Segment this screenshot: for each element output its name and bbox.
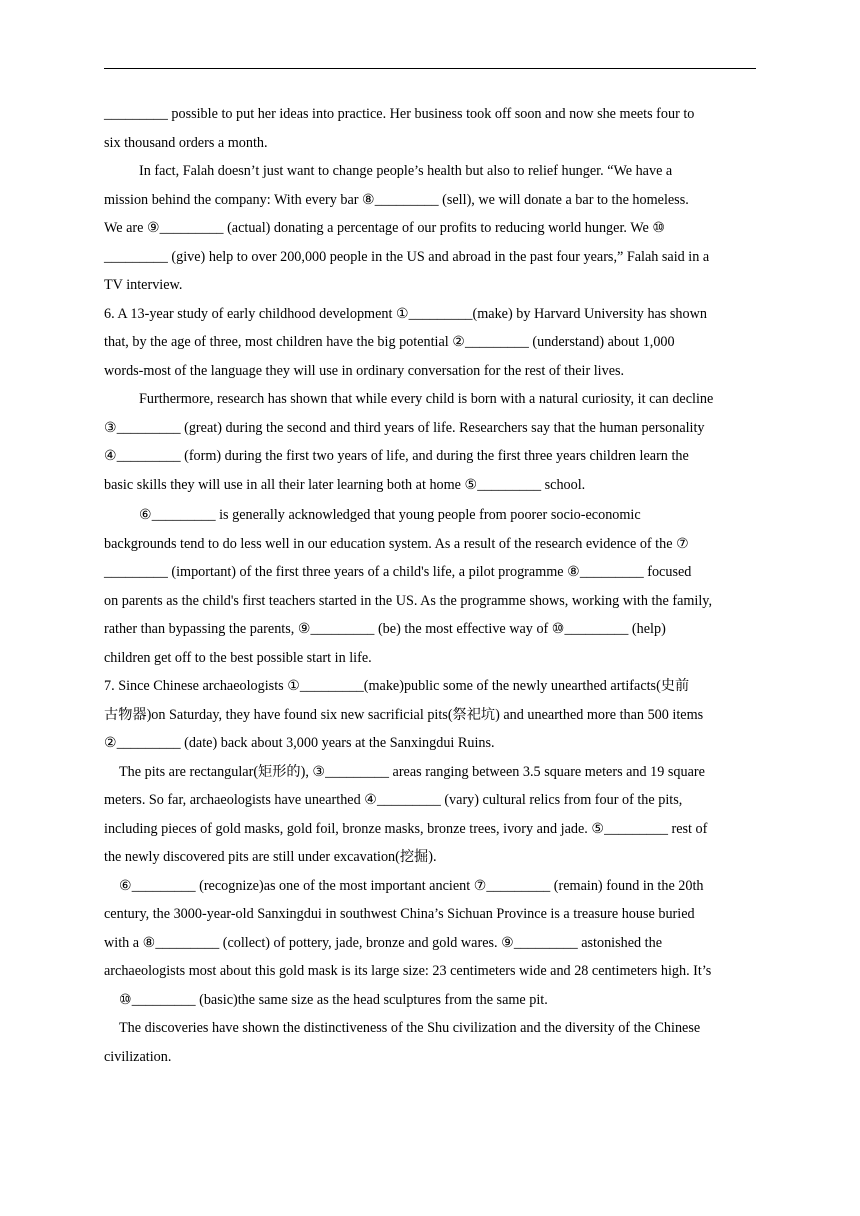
text-line: archaeologists most about this gold mask is its large size: 23 centimeters wide and 28 centimeters high. It’s	[104, 963, 712, 979]
text-line: on parents as the child's first teachers started in the US. As the programme shows, working with the family,	[104, 592, 713, 609]
text-line: ⑩_________ (basic)the same size as the head sculptures from the same pit.	[119, 991, 548, 1008]
text-line: Furthermore, research has shown that while every child is born with a natural curiosity, it can decline	[139, 391, 714, 407]
text-line: The pits are rectangular(矩形的), ③_________ areas ranging between 3.5 square meters and 19 square	[119, 763, 705, 780]
text-line: words-most of the language they will use in ordinary conversation for the rest of their lives.	[104, 362, 625, 379]
text-line: century, the 3000-year-old Sanxingdui in southwest China’s Sichuan Province is a treasure house buried	[104, 906, 695, 922]
text-line: In fact, Falah doesn’t just want to change people’s health but also to relief hunger. “We have a	[139, 163, 673, 179]
text-line: ⑥_________ (recognize)as one of the most important ancient ⑦_________ (remain) found in the 20th	[119, 877, 704, 894]
question-7-heading: 7. Since Chinese archaeologists ①_________(make)public some of the newly unearthed artifacts(史前	[104, 678, 690, 694]
text-line: six thousand orders a month.	[104, 134, 268, 151]
text-line: including pieces of gold masks, gold foil, bronze masks, bronze trees, ivory and jade. ⑤_________ rest of	[104, 820, 708, 837]
text-line: We are ⑨_________ (actual) donating a percentage of our profits to reducing world hunger. We ⑩	[104, 220, 666, 236]
text-line: children get off to the best possible start in life.	[104, 649, 372, 666]
text-line: meters. So far, archaeologists have unearthed ④_________ (vary) cultural relics from four of the pits,	[104, 792, 683, 808]
text-line: mission behind the company: With every bar ⑧_________ (sell), we will donate a bar to the homeless.	[104, 191, 689, 208]
text-line: ④_________ (form) during the first two years of life, and during the first three years children learn the	[104, 448, 689, 464]
text-line: 古物器)on Saturday, they have found six new sacrificial pits(祭祀坑) and unearthed more than 500 items	[104, 706, 704, 723]
document-body	[104, 100, 760, 1071]
text-line: ⑥_________ is generally acknowledged that young people from poorer socio-economic	[139, 507, 641, 523]
text-line: ②_________ (date) back about 3,000 years at the Sanxingdui Ruins.	[104, 735, 495, 751]
header-rule	[104, 68, 756, 69]
text-line: ③_________ (great) during the second and third years of life. Researchers say that the human personality	[104, 419, 705, 436]
text-line: _________ (important) of the first three years of a child's life, a pilot programme ⑧_________ focused	[104, 564, 692, 580]
text-line: The discoveries have shown the distinctiveness of the Shu civilization and the diversity of the Chinese	[119, 1020, 701, 1036]
text-line: with a ⑧_________ (collect) of pottery, jade, bronze and gold wares. ⑨_________ astonished the	[104, 934, 662, 951]
text-line: TV interview.	[104, 277, 183, 293]
text-line: basic skills they will use in all their later learning both at home ⑤_________ school.	[104, 476, 586, 493]
text-line: civilization.	[104, 1048, 172, 1065]
text-line: _________ possible to put her ideas into practice. Her business took off soon and now she meets four to	[104, 106, 695, 122]
text-line: backgrounds tend to do less well in our education system. As a result of the research evidence of the ⑦	[104, 535, 689, 552]
text-line: rather than bypassing the parents, ⑨_________ (be) the most effective way of ⑩_________ (help)	[104, 621, 666, 637]
text-line: that, by the age of three, most children have the big potential ②_________ (understand) about 1,000	[104, 334, 675, 350]
question-6-heading: 6. A 13-year study of early childhood development ①_________(make) by Harvard University has shown	[104, 305, 707, 322]
text-line: the newly discovered pits are still under excavation(挖掘).	[104, 849, 437, 865]
text-line: _________ (give) help to over 200,000 people in the US and abroad in the past four years,” Falah said in a	[104, 248, 710, 265]
